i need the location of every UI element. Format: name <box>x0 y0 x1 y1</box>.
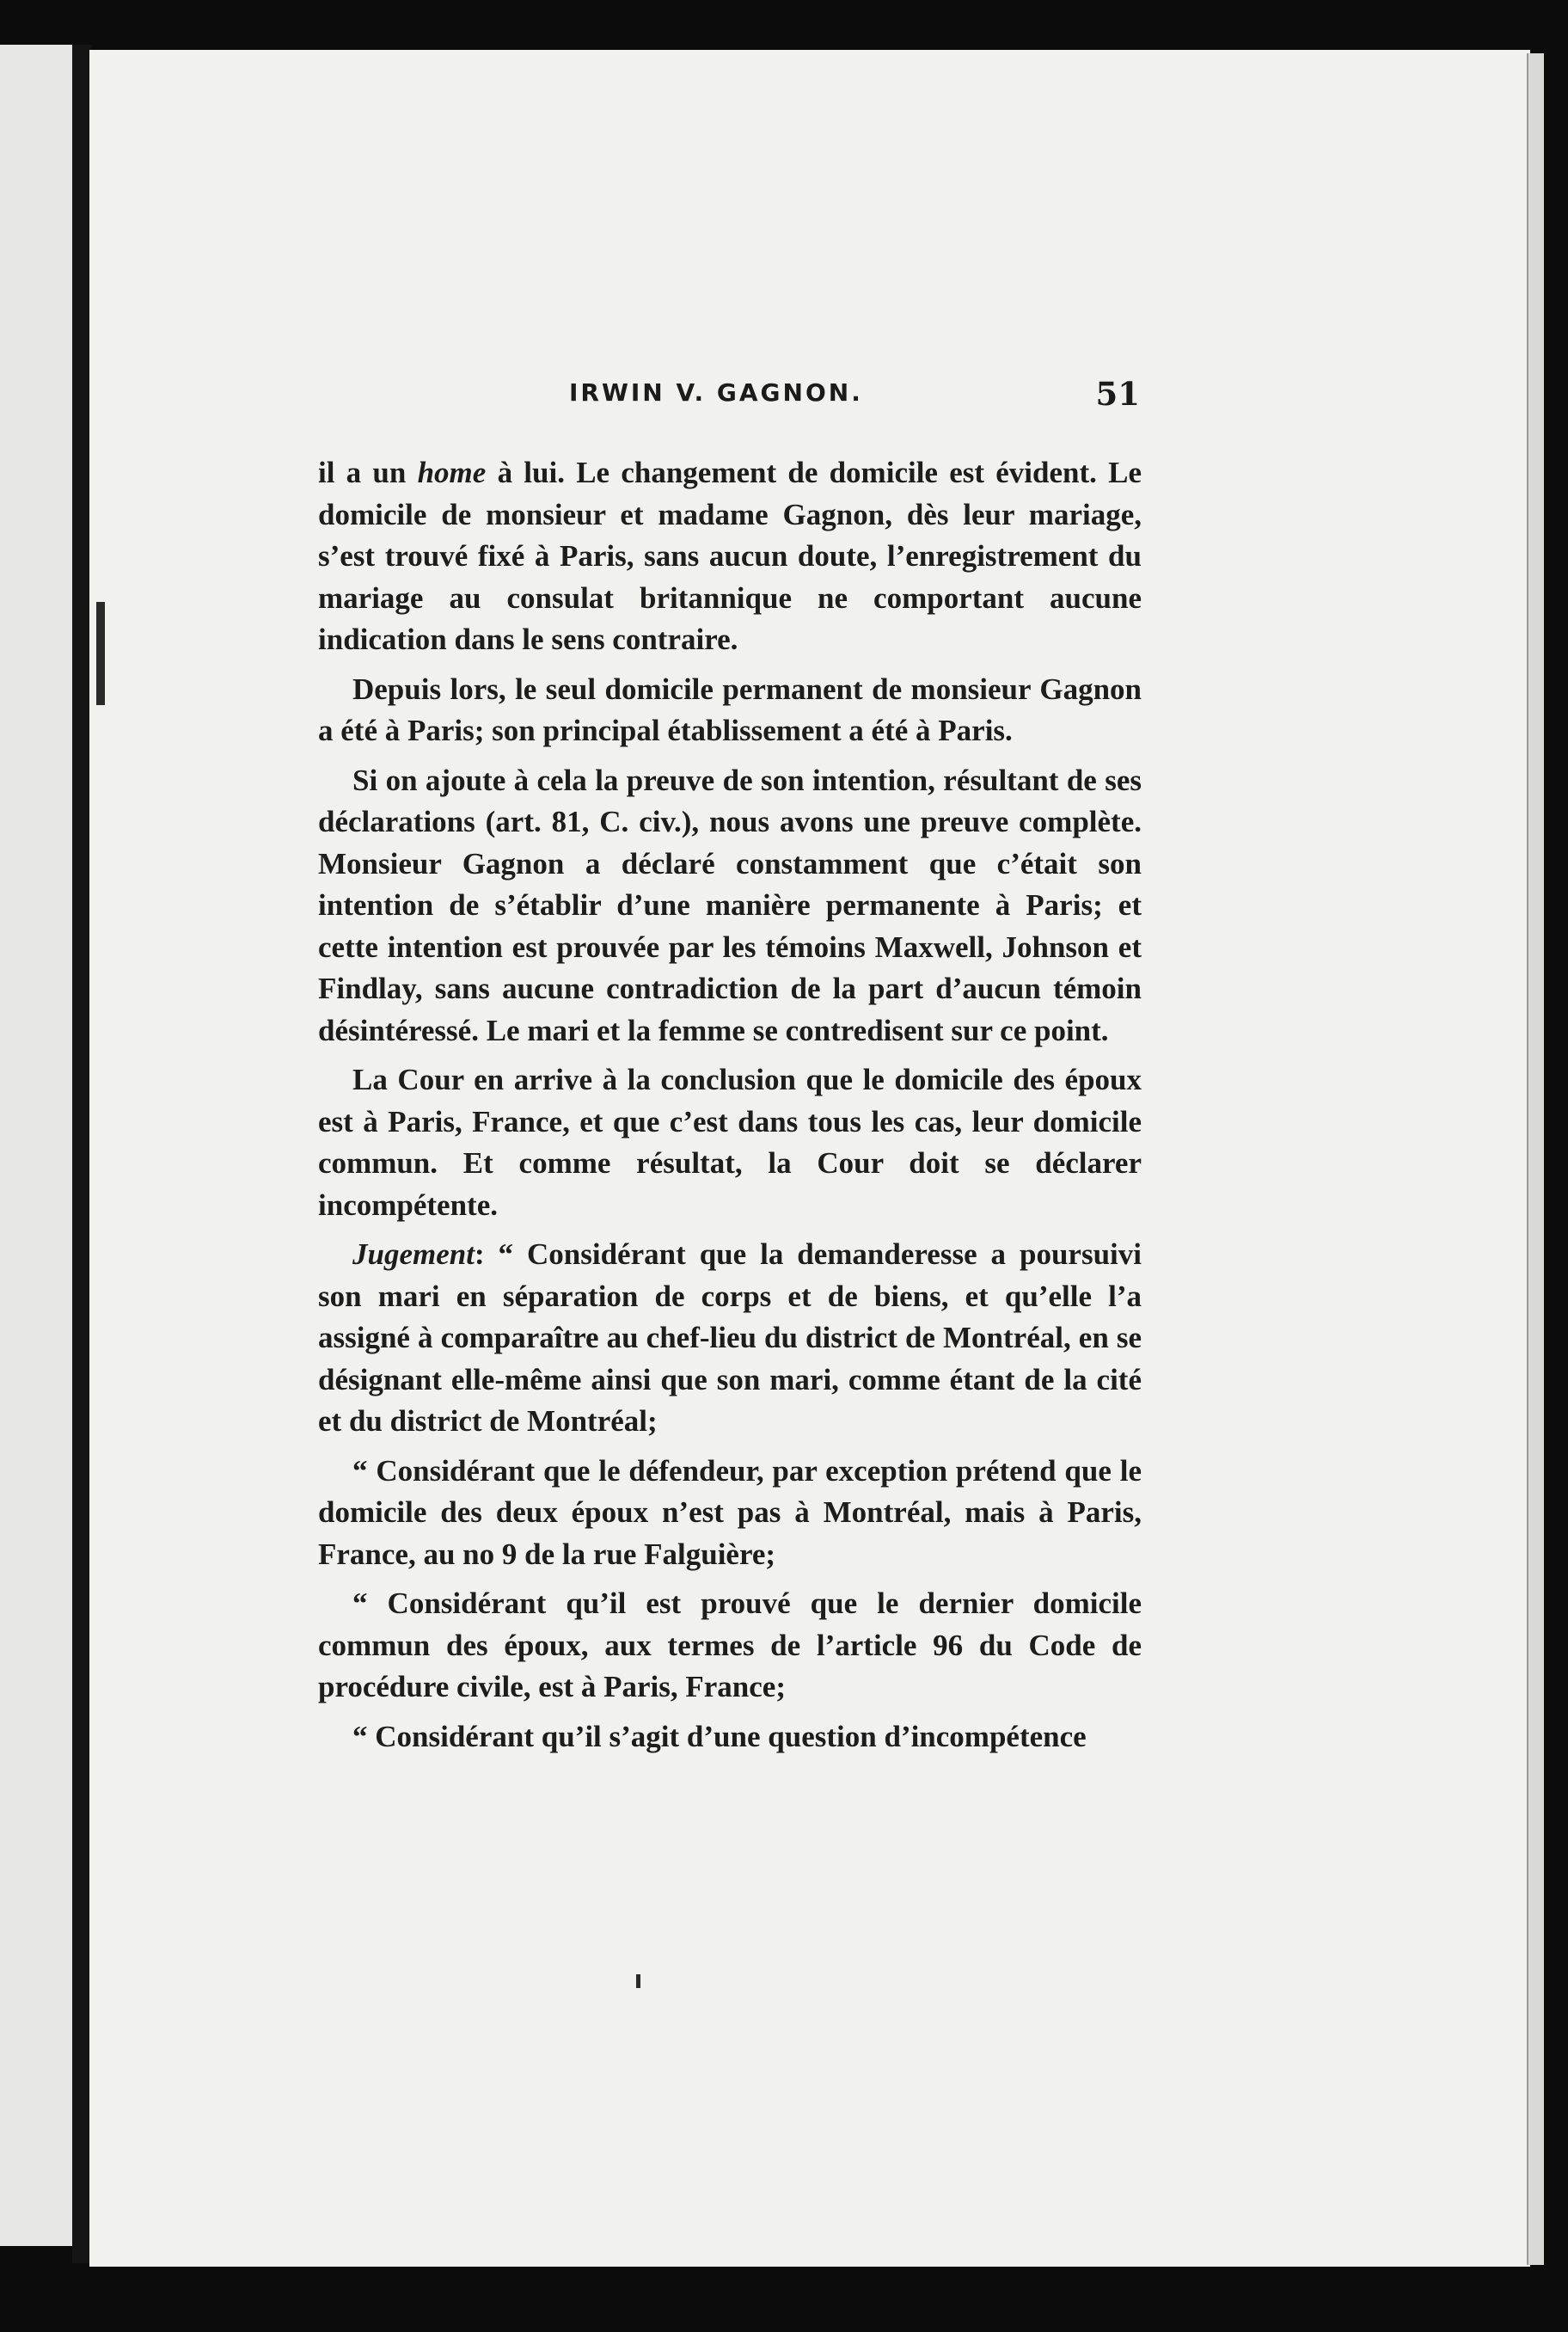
paragraph: Depuis lors, le seul domicile permanent de monsieur Gagnon a été à Paris; son principal établissement a été à Paris. <box>318 672 1142 747</box>
page-fore-edge <box>1527 53 1544 2265</box>
paragraph: “ Considérant qu’il est prouvé que le dernier domicile commun des époux, aux termes de l’article 96 du Code de procédure civile, est à Paris, France; <box>318 1586 1142 1703</box>
gutter-clip-mark <box>96 602 105 705</box>
paragraph: “ Considérant que le défendeur, par exception prétend que le domicile des deux époux n’est pas à Montréal, mais à Paris, France, au no 9 de la rue Falguière; <box>318 1453 1142 1571</box>
running-head: IRWIN V. GAGNON. <box>569 378 863 407</box>
paragraph: “ Considérant qu’il s’agit d’une question d’incompétence <box>352 1719 1087 1753</box>
facing-page-edge <box>0 45 77 2246</box>
paragraph: La Cour en arrive à la conclusion que le domicile des époux est à Paris, France, et que c’est dans tous les cas, leur domicile commun. Et comme résultat, la Cour doit se déclarer incompétente. <box>318 1063 1142 1222</box>
italic-term: Jugement <box>352 1237 475 1271</box>
paragraph: Si on ajoute à cela la preuve de son intention, résultant de ses déclarations (art. 81, C. civ.), nous avons une preuve complète. Monsieur Gagnon a déclaré constamment que c’était son intention de s’établir d’une manière permanente à Paris; et cette intention est prouvée par les témoins Maxwell, Johnson et Findlay, sans aucune contradiction de la part d’aucun témoin désintéressé. Le mari et la femme se contredisent sur ce point. <box>318 763 1142 1047</box>
ink-speck <box>636 1974 640 1988</box>
page-header <box>487 375 1140 413</box>
paragraph: Jugement: “ Considérant que la demanderesse a poursuivi son mari en séparation de corps et de biens, et qu’elle l’a assigné à comparaître au chef-lieu du district de Montréal, en se désignant elle-même ainsi que son mari, comme étant de la cité et du district de Montréal; <box>318 1237 1142 1438</box>
paragraph: il a un home à lui. Le changement de domicile est évident. Le domicile de monsieur et madame Gagnon, dès leur mariage, s’est trouvé fixé à Paris, sans aucun doute, l’enregistrement du mariage au consulat britannique ne comportant aucune indication dans le sens contraire. <box>318 456 1142 656</box>
page-number: 51 <box>1095 375 1140 413</box>
book-gutter <box>72 45 91 2263</box>
body-text <box>318 452 1142 1765</box>
italic-term: home <box>417 456 487 489</box>
